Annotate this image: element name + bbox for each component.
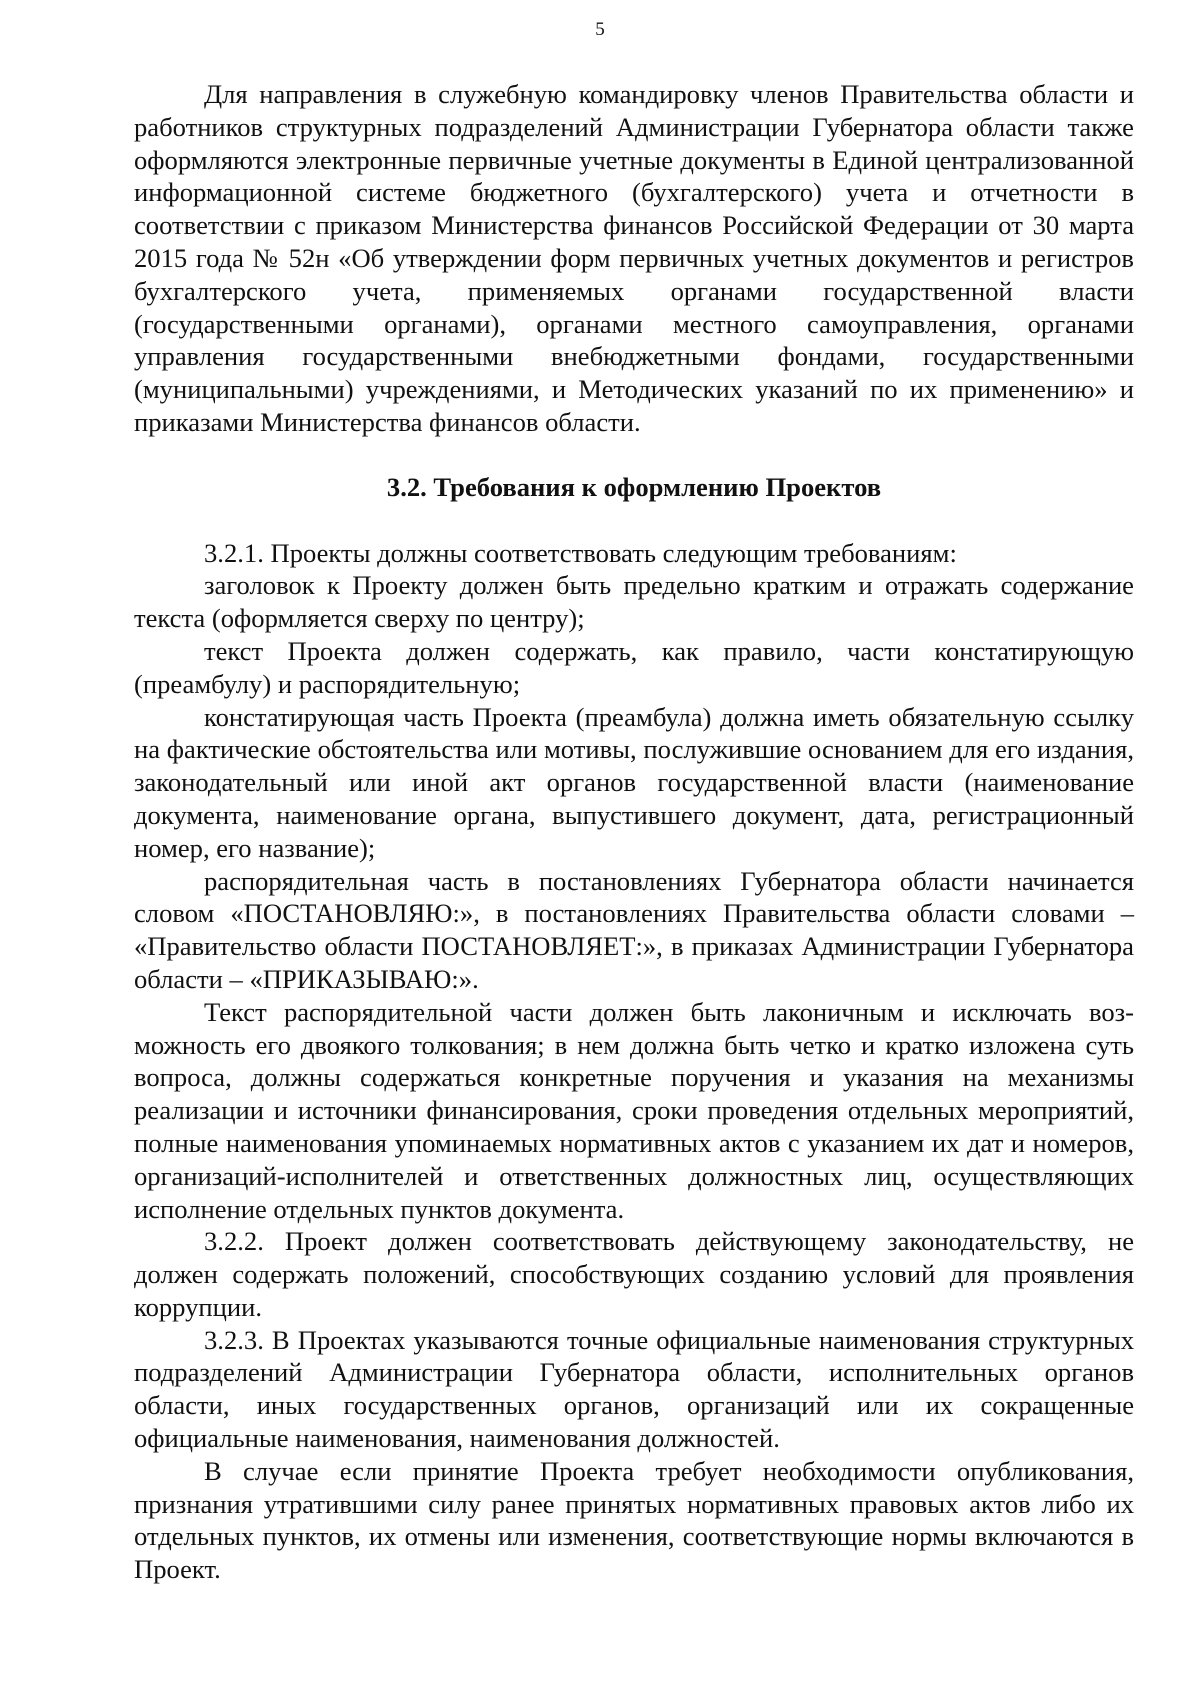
paragraph-3-2-3: 3.2.3. В Проектах указываются точные официальные наименования структурных подразделений Администрации Губернатора области, исполнительных органов области, иных государственных органов, организаций или их сокращенные официальные наименования, наименования должностей. <box>134 1324 1134 1454</box>
paragraph-requirement-operative: распорядительная часть в постановлениях Губернатора области начинается словом «ПОСТАНОВЛЯЮ:», в постановлениях Правительства области словами – «Правительство области ПОСТАНОВЛЯЕТ:», в приказах Администрации Губернатора области – «ПРИКАЗЫВАЮ:». <box>134 865 1134 994</box>
page-number: 5 <box>595 19 605 40</box>
paragraph-requirement-text: текст Проекта должен содержать, как правило, части констатирующую (преамбулу) и распорядительную; <box>134 635 1134 699</box>
paragraph-requirement-title: заголовок к Проекту должен быть предельно кратким и отражать содержание текста (оформляется сверху по центру); <box>134 570 1134 634</box>
intro-paragraph: Для направления в служебную командировку членов Правительства области и работников структурных подразделений Администрации Губернатора области также оформляются электронные первичные учетные документы в Единой централизованной информационной системе бюджетного (бухгалтерского) учета и отчетности в соответствии с приказом Министерства финансов Российской Федерации от 30 марта 2015 года № 52н «Об утверждении форм первичных учетных документов и регистров бухгалтерского учета, применяемых органами государственной власти (государственными органами), органами местного самоуправления, органами управления государственными внебюджетными фондами, государственными (муниципальными) учреждениями, и Методических указаний по их применению» и приказами Министерства финансов области. <box>134 79 1134 437</box>
paragraph-publication: В случае если принятие Проекта требует необходимости опубликования, признания утратившими силу ранее принятых нормативных правовых актов либо их отдельных пунктов, их отмены или изменения, соответствующие нормы включаются в Проект. <box>134 1455 1134 1585</box>
paragraph-3-2-2: 3.2.2. Проект должен соответствовать действующему законодательству, не должен содержать положений, способствующих созданию условий для проявления коррупции. <box>134 1226 1134 1322</box>
paragraph-requirement-preamble: констатирующая часть Проекта (преамбула) должна иметь обязательную ссылку на фактические обстоятельства или мотивы, послужившие основанием для его издания, законодательный или иной акт органов государственной власти (наименование документа, наименование органа, выпустившего документ, дата, регистрационный номер, его название); <box>134 701 1134 863</box>
document-body <box>134 78 1134 1586</box>
paragraph-3-2-1: 3.2.1. Проекты должны соответствовать следующим требованиям: <box>204 537 957 568</box>
section-heading: 3.2. Требования к оформлению Проектов <box>386 471 882 502</box>
paragraph-operative-text: Текст распорядительной части должен быть лаконичным и исключать возможность его двоякого толкования; в нем должна быть четко и кратко изложена суть вопроса, должны содержаться конкретные поручения и указания на механизмы реализации и источники финансирования, сроки проведения отдельных мероприятий, полные наименования упоминаемых нормативных актов с указанием их дат и номеров, организаций-исполнителей и ответственных должностных лиц, осуществляющих исполнение отдельных пунктов документа. <box>134 996 1134 1224</box>
